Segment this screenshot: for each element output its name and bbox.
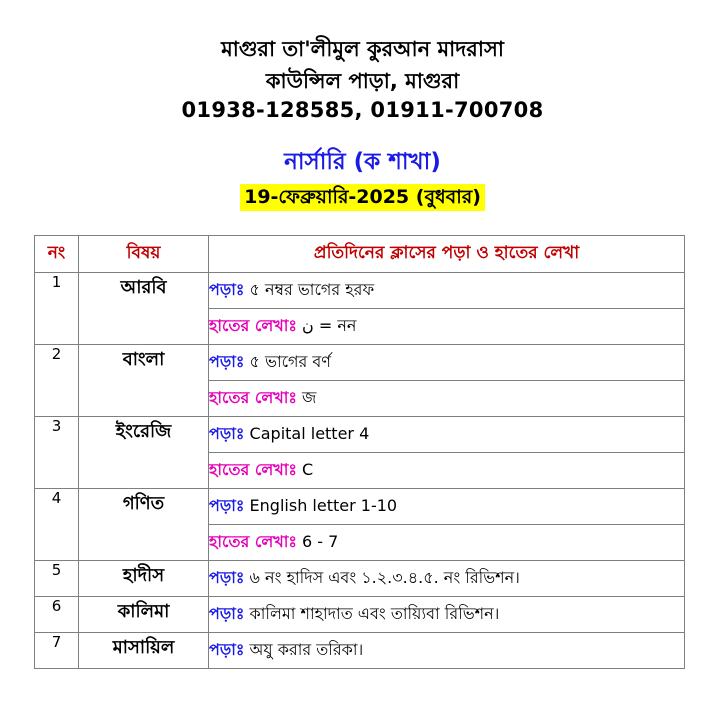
header-subject: বিষয় <box>79 236 209 273</box>
row-subject: ইংরেজি <box>79 417 209 489</box>
table-row <box>35 273 685 309</box>
read-cell <box>209 273 685 309</box>
row-number: 5 <box>35 561 79 597</box>
row-subject: আরবি <box>79 273 209 345</box>
read-label: পড়াঃ <box>209 640 245 659</box>
read-text: কালিমা শাহাদাত এবং তায়্যিবা রিভিশন। <box>244 604 500 623</box>
row-number: 3 <box>35 417 79 489</box>
write-label: হাতের লেখাঃ <box>209 460 297 479</box>
read-label: পড়াঃ <box>209 568 245 587</box>
routine-table <box>34 235 685 669</box>
row-subject: হাদীস <box>79 561 209 597</box>
write-cell <box>209 453 685 489</box>
write-text: 6 - 7 <box>296 532 339 551</box>
row-number: 1 <box>35 273 79 345</box>
read-text: ৫ নম্বর ভাগের হরফ <box>244 280 375 299</box>
row-subject: বাংলা <box>79 345 209 417</box>
row-number: 2 <box>35 345 79 417</box>
row-number: 4 <box>35 489 79 561</box>
read-label: পড়াঃ <box>209 496 245 515</box>
read-label: পড়াঃ <box>209 424 245 443</box>
table-row <box>35 633 685 669</box>
row-subject: গণিত <box>79 489 209 561</box>
header-details: প্রতিদিনের ক্লাসের পড়া ও হাতের লেখা <box>209 236 685 273</box>
date-text: 19-ফেব্রুয়ারি-2025 (বুধবার) <box>240 184 485 211</box>
read-cell <box>209 345 685 381</box>
institution-address: কাউন্সিল পাড়া, মাগুরা <box>265 69 460 93</box>
institution-name: মাগুরা তা'লীমুল কুরআন মাদরাসা <box>221 37 504 61</box>
read-cell <box>209 597 685 633</box>
read-cell <box>209 633 685 669</box>
read-cell <box>209 561 685 597</box>
write-text: ن = নন <box>296 316 357 335</box>
read-label: পড়াঃ <box>209 604 245 623</box>
write-cell <box>209 525 685 561</box>
phone-numbers: 01938-128585, 01911-700708 <box>181 98 544 122</box>
write-label: হাতের লেখাঃ <box>209 532 297 551</box>
read-text: ৬ নং হাদিস এবং ১.২.৩.৪.৫. নং রিভিশন। <box>244 568 520 587</box>
table-row <box>35 417 685 453</box>
table-header-row <box>35 236 685 273</box>
read-text: Capital letter 4 <box>244 424 370 443</box>
row-number: 6 <box>35 597 79 633</box>
table-row <box>35 597 685 633</box>
class-title: নার্সারি (ক শাখা) <box>284 149 441 175</box>
read-text: ৫ ভাগের বর্ণ <box>244 352 331 371</box>
row-subject: কালিমা <box>79 597 209 633</box>
write-cell <box>209 381 685 417</box>
row-number: 7 <box>35 633 79 669</box>
read-text: অযু করার তরিকা। <box>244 640 364 659</box>
read-cell <box>209 417 685 453</box>
write-label: হাতের লেখাঃ <box>209 388 297 407</box>
table-row <box>35 345 685 381</box>
date-banner <box>0 184 725 211</box>
table-row <box>35 489 685 525</box>
write-text: C <box>296 460 314 479</box>
read-cell <box>209 489 685 525</box>
write-text: জ <box>296 388 317 407</box>
row-subject: মাসায়িল <box>79 633 209 669</box>
read-label: পড়াঃ <box>209 352 245 371</box>
write-cell <box>209 309 685 345</box>
header-num: নং <box>35 236 79 273</box>
write-label: হাতের লেখাঃ <box>209 316 297 335</box>
read-label: পড়াঃ <box>209 280 245 299</box>
read-text: English letter 1-10 <box>244 496 398 515</box>
table-row <box>35 561 685 597</box>
